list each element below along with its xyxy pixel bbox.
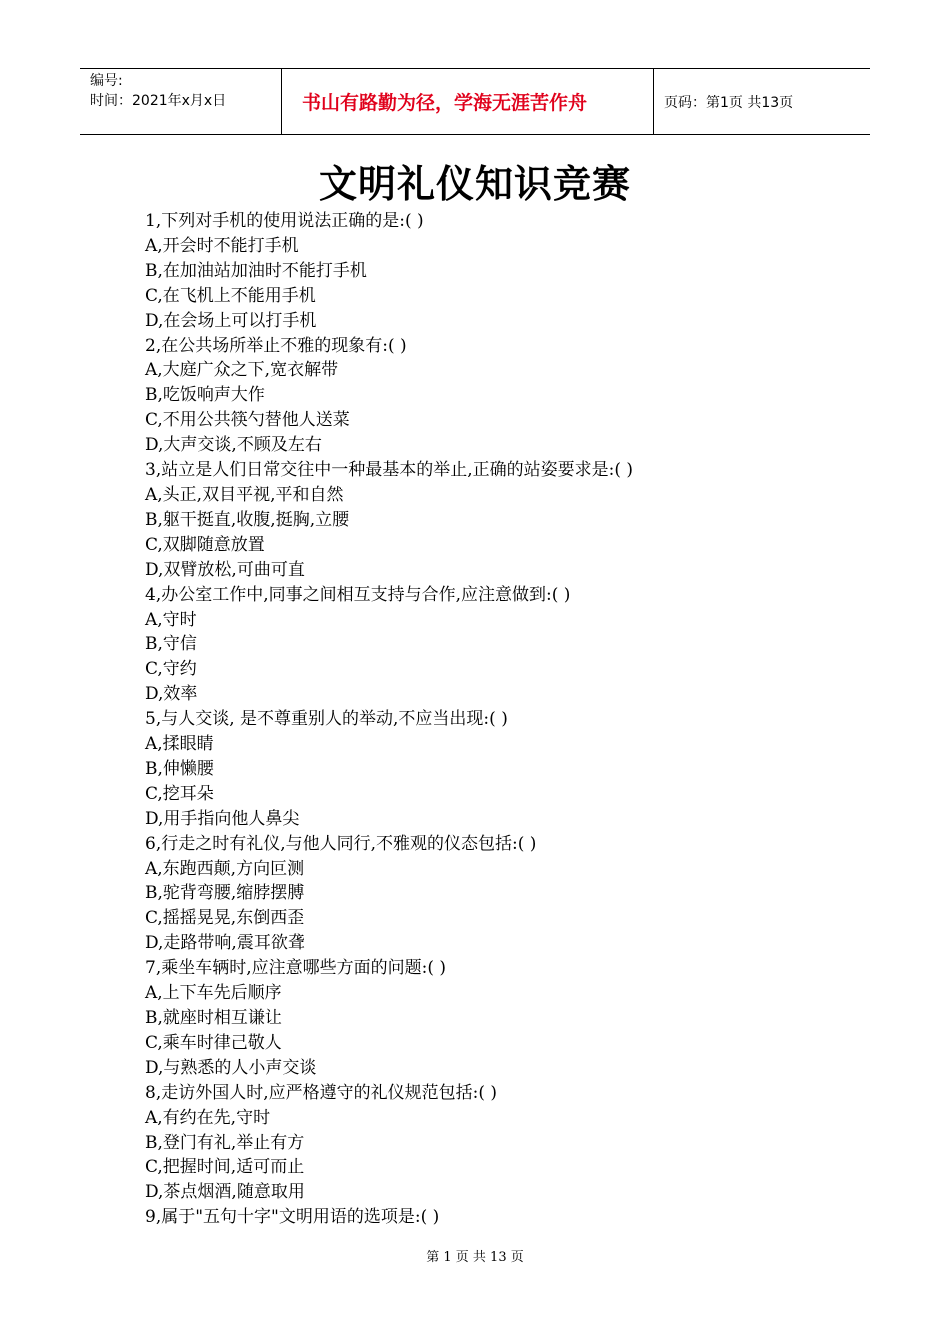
- header-motto-cell: [282, 69, 654, 134]
- time-label: 时间：2021年x月x日: [90, 93, 227, 109]
- option-text: C,守约: [145, 659, 197, 680]
- option-text: C,挖耳朵: [145, 783, 214, 804]
- option-text: A,开会时不能打手机: [145, 235, 299, 256]
- option-text: D,双臂放松,可曲可直: [145, 559, 305, 580]
- option-text: D,用手指向他人鼻尖: [145, 808, 300, 829]
- option-text: C,双脚随意放置: [145, 534, 265, 555]
- option-text: A,头正,双目平视,平和自然: [145, 484, 344, 505]
- page-footer: 第 1 页 共 13 页: [426, 1250, 524, 1265]
- option-text: A,揉眼睛: [145, 734, 214, 755]
- option-text: A,守时: [145, 609, 197, 630]
- option-text: B,吃饭响声大作: [145, 385, 265, 406]
- option-text: B,躯干挺直,收腹,挺胸,立腰: [145, 509, 350, 530]
- option-text: B,登门有礼,举止有方: [145, 1132, 305, 1153]
- question-text: 3,站立是人们日常交往中一种最基本的举止,正确的站姿要求是:( ): [145, 460, 634, 481]
- question-list: [145, 209, 885, 1230]
- question-text: 1,下列对手机的使用说法正确的是:( ): [145, 211, 424, 231]
- motto-text: 书山有路勤为径，学海无涯苦作舟: [302, 92, 588, 114]
- question-text: 9,属于"五句十字"文明用语的选项是:( ): [145, 1207, 440, 1228]
- option-text: C,乘车时律己敬人: [145, 1032, 282, 1053]
- option-text: A,上下车先后顺序: [145, 983, 282, 1004]
- option-text: C,不用公共筷勺替他人送菜: [145, 410, 350, 431]
- option-text: C,把握时间,适可而止: [145, 1157, 305, 1178]
- option-text: B,守信: [145, 634, 197, 655]
- page-header: [80, 68, 870, 135]
- page-info: 页码：第1页 共13页: [664, 94, 794, 111]
- question-text: 7,乘坐车辆时,应注意哪些方面的问题:( ): [145, 958, 447, 979]
- option-text: D,效率: [145, 684, 198, 705]
- option-text: D,与熟悉的人小声交谈: [145, 1057, 317, 1078]
- question-text: 8,走访外国人时,应严格遵守的礼仪规范包括:( ): [145, 1082, 498, 1103]
- option-text: D,大声交谈,不顾及左右: [145, 435, 322, 456]
- header-page-cell: [654, 69, 870, 134]
- number-label: 编号:: [90, 73, 123, 89]
- option-text: D,走路带响,震耳欲聋: [145, 933, 305, 954]
- question-text: 5,与人交谈, 是不尊重别人的举动,不应当出现:( ): [145, 709, 508, 730]
- question-text: 2,在公共场所举止不雅的现象有:( ): [145, 335, 407, 356]
- option-text: A,东跑西颠,方向叵测: [145, 858, 305, 879]
- document-title: 文明礼仪知识竞赛: [318, 161, 631, 206]
- option-text: C,在飞机上不能用手机: [145, 285, 316, 306]
- option-text: B,就座时相互谦让: [145, 1008, 282, 1028]
- question-text: 6,行走之时有礼仪,与他人同行,不雅观的仪态包括:( ): [145, 833, 537, 854]
- option-text: B,驼背弯腰,缩脖摆膊: [145, 883, 305, 904]
- option-text: A,有约在先,守时: [145, 1107, 271, 1128]
- question-text: 4,办公室工作中,同事之间相互支持与合作,应注意做到:( ): [145, 584, 571, 605]
- option-text: B,伸懒腰: [145, 758, 214, 779]
- option-text: D,茶点烟酒,随意取用: [145, 1182, 305, 1203]
- option-text: C,摇摇晃晃,东倒西歪: [145, 908, 305, 929]
- option-text: D,在会场上可以打手机: [145, 310, 317, 331]
- option-text: A,大庭广众之下,宽衣解带: [145, 360, 339, 381]
- option-text: B,在加油站加油时不能打手机: [145, 260, 367, 281]
- header-meta-cell: [80, 69, 282, 134]
